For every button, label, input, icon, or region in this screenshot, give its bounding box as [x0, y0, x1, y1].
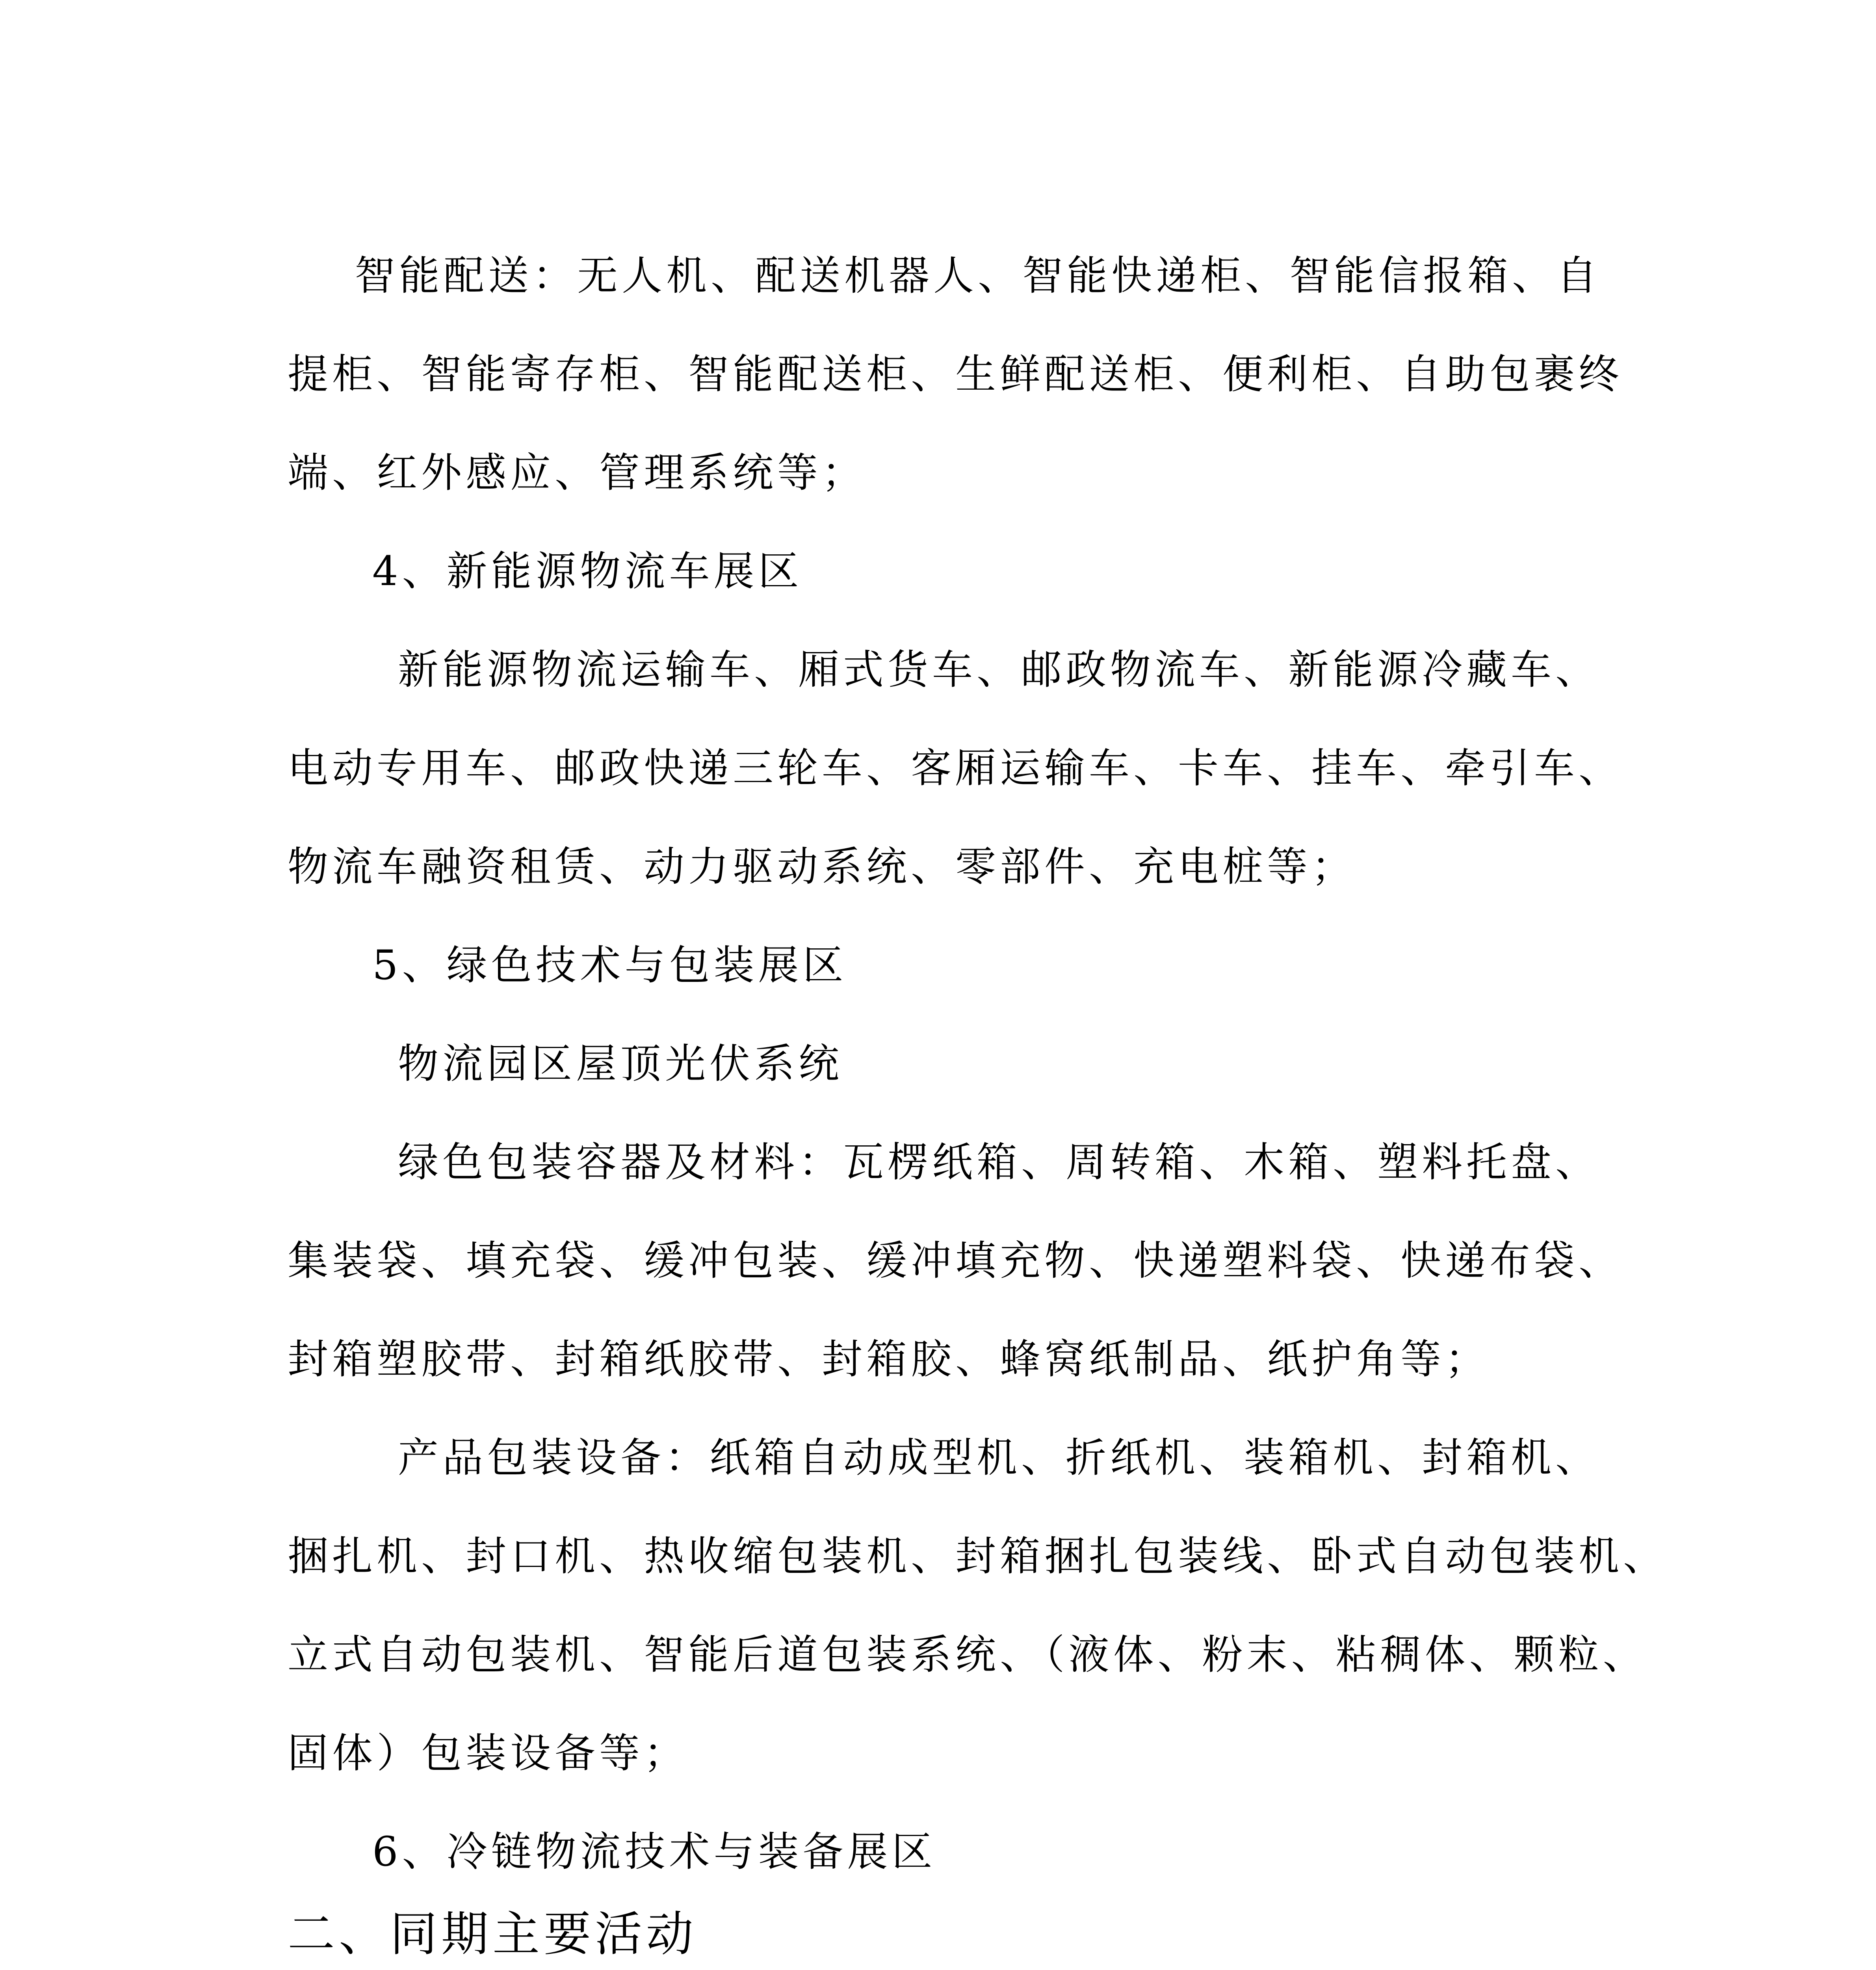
smart-delivery-line-3: 端、红外感应、管理系统等； — [288, 449, 866, 496]
packaging-line-2: 集装袋、填充袋、缓冲包装、缓冲填充物、快递塑料袋、快递布袋、 — [288, 1237, 1623, 1284]
smart-delivery-line-1: 智能配送：无人机、配送机器人、智能快递柜、智能信报箱、自 — [355, 252, 1601, 299]
section-5-title: 5、绿色技术与包装展区 — [372, 942, 847, 989]
section-4-line-2: 电动专用车、邮政快递三轮车、客厢运输车、卡车、挂车、牵引车、 — [288, 745, 1623, 792]
equipment-line-2: 捆扎机、封口机、热收缩包装机、封箱捆扎包装线、卧式自动包装机、 — [288, 1533, 1668, 1580]
section-6-title: 6、冷链物流技术与装备展区 — [372, 1828, 936, 1875]
packaging-line-3: 封箱塑胶带、封箱纸胶带、封箱胶、蜂窝纸制品、纸护角等； — [288, 1336, 1490, 1383]
smart-delivery-line-2: 提柜、智能寄存柜、智能配送柜、生鲜配送柜、便利柜、自助包裹终 — [288, 351, 1623, 398]
packaging-line-1: 绿色包装容器及材料：瓦楞纸箱、周转箱、木箱、塑料托盘、 — [398, 1139, 1600, 1186]
equipment-line-3: 立式自动包装机、智能后道包装系统、（液体、粉末、粘稠体、颗粒、 — [288, 1631, 1648, 1678]
section-4-title: 4、新能源物流车展区 — [372, 548, 803, 595]
activities-heading: 二、同期主要活动 — [288, 1907, 697, 1962]
equipment-line-1: 产品包装设备：纸箱自动成型机、折纸机、装箱机、封箱机、 — [398, 1434, 1600, 1481]
section-4-line-1: 新能源物流运输车、厢式货车、邮政物流车、新能源冷藏车、 — [398, 646, 1600, 693]
pv-system-line: 物流园区屋顶光伏系统 — [398, 1040, 843, 1087]
section-4-line-3: 物流车融资租赁、动力驱动系统、零部件、充电桩等； — [288, 843, 1356, 890]
equipment-line-4: 固体）包装设备等； — [288, 1730, 688, 1777]
